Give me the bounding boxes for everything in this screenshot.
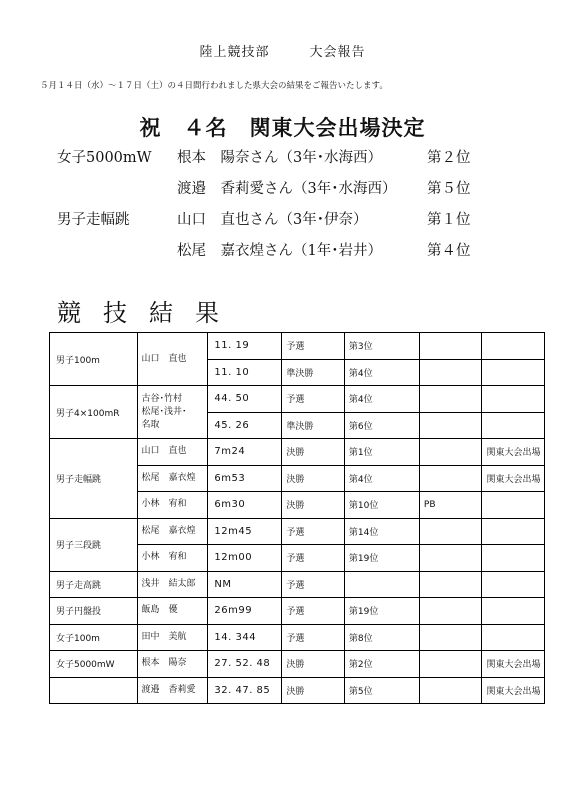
place-cell: 第19位 <box>344 545 419 572</box>
note-cell <box>419 465 482 492</box>
note-cell <box>419 518 482 545</box>
round-cell: 予選 <box>282 571 345 598</box>
event-cell: 男子100m <box>50 333 138 386</box>
qualifier-list <box>57 146 537 270</box>
note-cell: PB <box>419 492 482 519</box>
mark-cell: 6m30 <box>208 492 282 519</box>
qualifier-place: 第４位 <box>427 243 471 259</box>
athlete-cell: 飯島 優 <box>137 598 208 625</box>
note-cell <box>419 624 482 651</box>
mark-cell: 32. 47. 85 <box>208 677 282 704</box>
place-cell: 第6位 <box>344 412 419 439</box>
qualifier-row <box>57 177 537 208</box>
event-cell: 男子走高跳 <box>50 571 138 598</box>
place-cell: 第8位 <box>344 624 419 651</box>
athlete-cell: 渡邉 香莉愛 <box>137 677 208 704</box>
place-cell: 第4位 <box>344 359 419 386</box>
place-cell: 第3位 <box>344 333 419 360</box>
note-cell <box>419 651 482 678</box>
round-cell: 決勝 <box>282 439 345 466</box>
table-row <box>50 571 545 598</box>
round-cell: 準決勝 <box>282 359 345 386</box>
extra-cell <box>482 624 545 651</box>
extra-cell <box>482 412 545 439</box>
mark-cell: NM <box>208 571 282 598</box>
headline: 祝 ４名 関東大会出場決定 <box>139 115 426 140</box>
round-cell: 決勝 <box>282 677 345 704</box>
mark-cell: 11. 10 <box>208 359 282 386</box>
extra-cell <box>482 386 545 413</box>
event-cell: 男子三段跳 <box>50 518 138 571</box>
table-row <box>50 333 545 360</box>
table-row <box>50 598 545 625</box>
results-table <box>49 332 545 704</box>
table-row <box>50 677 545 704</box>
event-cell: 男子円盤投 <box>50 598 138 625</box>
note-cell <box>419 439 482 466</box>
note-cell <box>419 359 482 386</box>
athlete-cell: 古谷･竹村 松尾･浅井･ 名取 <box>137 386 208 439</box>
extra-cell <box>482 492 545 519</box>
table-row <box>50 651 545 678</box>
extra-cell: 関東大会出場 <box>482 465 545 492</box>
table-row <box>50 386 545 413</box>
extra-cell: 関東大会出場 <box>482 677 545 704</box>
place-cell: 第14位 <box>344 518 419 545</box>
note-cell <box>419 545 482 572</box>
athlete-cell: 山口 直也 <box>137 333 208 386</box>
mark-cell: 45. 26 <box>208 412 282 439</box>
extra-cell <box>482 359 545 386</box>
round-cell: 決勝 <box>282 651 345 678</box>
athlete-cell: 小林 宥和 <box>137 545 208 572</box>
round-cell: 決勝 <box>282 492 345 519</box>
report-header <box>0 41 565 60</box>
place-cell: 第4位 <box>344 386 419 413</box>
table-row <box>50 518 545 545</box>
athlete-cell: 田中 美航 <box>137 624 208 651</box>
event-cell: 男子走幅跳 <box>50 439 138 519</box>
intro-text: ５月１４日（水）～１７日（土）の４日間行われました県大会の結果をご報告いたします。 <box>40 81 388 91</box>
extra-cell <box>482 598 545 625</box>
extra-cell <box>482 333 545 360</box>
table-row <box>50 624 545 651</box>
place-cell: 第19位 <box>344 598 419 625</box>
round-cell: 予選 <box>282 598 345 625</box>
athlete-cell: 松尾 嘉衣煌 <box>137 518 208 545</box>
note-cell <box>419 412 482 439</box>
qualifier-event: 男子走幅跳 <box>57 212 130 228</box>
round-cell: 決勝 <box>282 465 345 492</box>
qualifier-place: 第１位 <box>427 212 471 228</box>
place-cell <box>344 571 419 598</box>
note-cell <box>419 333 482 360</box>
qualifier-name: 山口 直也さん（3年･伊奈） <box>177 212 368 228</box>
extra-cell: 関東大会出場 <box>482 439 545 466</box>
event-cell: 女子100m <box>50 624 138 651</box>
note-cell <box>419 571 482 598</box>
athlete-cell: 小林 宥和 <box>137 492 208 519</box>
round-cell: 準決勝 <box>282 412 345 439</box>
athlete-cell: 松尾 嘉衣煌 <box>137 465 208 492</box>
place-cell: 第1位 <box>344 439 419 466</box>
note-cell <box>419 677 482 704</box>
mark-cell: 11. 19 <box>208 333 282 360</box>
qualifier-row <box>57 146 537 177</box>
extra-cell <box>482 571 545 598</box>
mark-cell: 27. 52. 48 <box>208 651 282 678</box>
qualifier-place: 第２位 <box>427 150 471 166</box>
club-name: 陸上競技部 <box>199 45 270 60</box>
place-cell: 第10位 <box>344 492 419 519</box>
extra-cell <box>482 518 545 545</box>
place-cell: 第5位 <box>344 677 419 704</box>
note-cell <box>419 386 482 413</box>
qualifier-place: 第５位 <box>427 181 471 197</box>
qualifier-name: 松尾 嘉衣煌さん（1年･岩井） <box>177 243 382 259</box>
qualifier-row <box>57 208 537 239</box>
mark-cell: 26m99 <box>208 598 282 625</box>
extra-cell: 関東大会出場 <box>482 651 545 678</box>
mark-cell: 12m00 <box>208 545 282 572</box>
table-row <box>50 439 545 466</box>
round-cell: 予選 <box>282 624 345 651</box>
mark-cell: 44. 50 <box>208 386 282 413</box>
place-cell: 第4位 <box>344 465 419 492</box>
qualifier-name: 渡邉 香莉愛さん（3年･水海西） <box>177 181 397 197</box>
extra-cell <box>482 545 545 572</box>
mark-cell: 12m45 <box>208 518 282 545</box>
qualifier-row <box>57 239 537 270</box>
athlete-cell: 根本 陽奈 <box>137 651 208 678</box>
round-cell: 予選 <box>282 545 345 572</box>
athlete-cell: 山口 直也 <box>137 439 208 466</box>
qualifier-event: 女子5000mW <box>57 150 152 166</box>
note-cell <box>419 598 482 625</box>
round-cell: 予選 <box>282 333 345 360</box>
round-cell: 予選 <box>282 386 345 413</box>
mark-cell: 7m24 <box>208 439 282 466</box>
athlete-cell: 浅井 結太郎 <box>137 571 208 598</box>
event-cell: 男子4×100mR <box>50 386 138 439</box>
event-cell: 女子5000mW <box>50 651 138 678</box>
place-cell: 第2位 <box>344 651 419 678</box>
report-title: 大会報告 <box>309 45 366 60</box>
round-cell: 予選 <box>282 518 345 545</box>
event-cell <box>50 677 138 704</box>
section-title: 競技結果 <box>57 299 241 327</box>
mark-cell: 14. 344 <box>208 624 282 651</box>
qualifier-name: 根本 陽奈さん（3年･水海西） <box>177 150 382 166</box>
mark-cell: 6m53 <box>208 465 282 492</box>
